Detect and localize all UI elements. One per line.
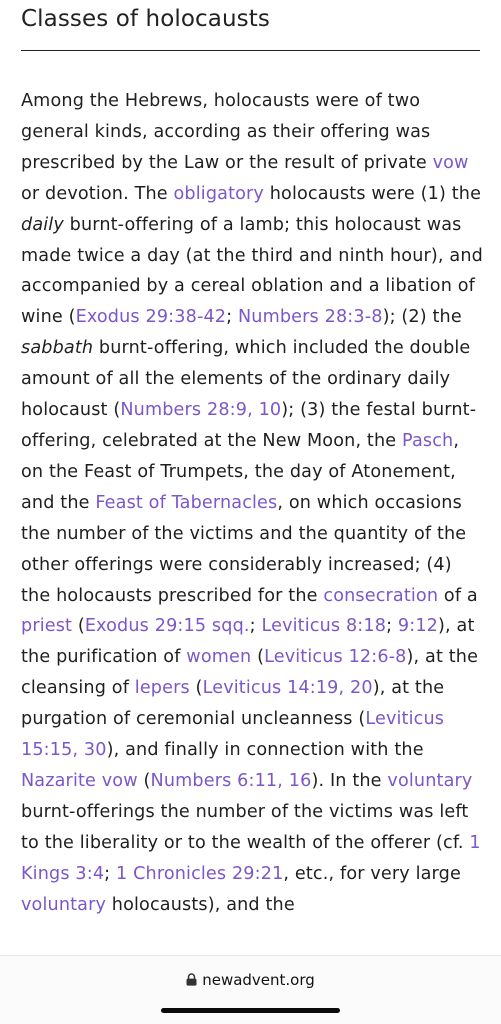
article-link[interactable]: Leviticus 8:18	[261, 616, 387, 637]
emphasized-text: sabbath	[21, 338, 94, 359]
article-text: ), at the cleansing of	[21, 647, 479, 699]
article-link[interactable]: Leviticus 14:19, 20	[202, 678, 373, 699]
browser-address-bar[interactable]	[0, 955, 501, 1024]
article-text: ;	[386, 616, 398, 637]
article-text: Among the Hebrews, holocausts were of two general kinds, according as their offering was prescribed by the Law or the result of private	[21, 91, 433, 173]
article-link[interactable]: Leviticus 15:15, 30	[21, 709, 445, 761]
article-link[interactable]: Nazarite vow	[21, 770, 138, 791]
article-link[interactable]: lepers	[134, 678, 190, 699]
url-display[interactable]	[0, 971, 501, 990]
article-link[interactable]: Numbers 28:3-8	[237, 307, 383, 328]
article-link[interactable]: consecration	[323, 585, 439, 606]
article-link[interactable]: 1 Kings 3:4	[21, 832, 481, 884]
article-text: (	[137, 770, 151, 791]
article-text: ), and finally in connection with the	[106, 740, 424, 761]
article-link[interactable]: obligatory	[173, 183, 264, 204]
article-link[interactable]: Exodus 29:38-42	[75, 307, 227, 328]
article-text: burnt-offerings the number of the victims was left to the liberality or to the wealth of the offerer (cf.	[21, 801, 470, 853]
article-text: (	[72, 616, 85, 637]
article-text: burnt-offering, which included the double amount of all the elements of the ordinary daily holocaust (	[21, 338, 471, 421]
domain-text: newadvent.org	[202, 971, 315, 989]
article-link[interactable]: voluntary	[387, 770, 473, 791]
article-text: ;	[249, 616, 262, 637]
section-title: Classes of holocausts	[21, 6, 270, 32]
article-link[interactable]: voluntary	[21, 894, 107, 915]
article-text: ), at the purification of	[21, 616, 475, 668]
article-link[interactable]: Exodus 29:15 sqq.	[84, 616, 250, 637]
article-paragraph	[21, 86, 483, 920]
article-text: , on which occasions the number of the victims and the quantity of the other offerings were considerably increased; (4) the holocausts prescribed for the	[21, 492, 467, 606]
lock-icon	[186, 972, 197, 990]
article-link[interactable]: Numbers 6:11, 16	[150, 770, 312, 791]
article-text: of a	[438, 585, 478, 606]
article-link[interactable]: priest	[21, 616, 73, 637]
emphasized-text: daily	[21, 214, 64, 235]
article-link[interactable]: Pasch	[402, 430, 454, 451]
article-text: ). In the	[311, 770, 388, 791]
article-link[interactable]: women	[186, 647, 252, 668]
article-text: (	[251, 647, 265, 668]
article-text: (	[189, 678, 203, 699]
title-underline	[21, 50, 480, 51]
article-link[interactable]: Leviticus 12:6-8	[264, 647, 407, 668]
article-text: ), at the purgation of ceremonial uncleanness (	[21, 678, 445, 730]
article-text: burnt-offering of a lamb; this holocaust was made twice a day (at the third and ninth hour), and accompanied by a cereal oblation and a libation of wine (	[21, 214, 483, 328]
article-text: , on the Feast of Trumpets, the day of Atonement, and the	[21, 430, 460, 513]
article-text: ); (2) the	[382, 307, 462, 328]
article-link[interactable]: Numbers 28:9, 10	[120, 400, 282, 421]
article-text: ); (3) the festal burnt-offering, celebrated at the New Moon, the	[21, 400, 477, 451]
article-link[interactable]: vow	[432, 152, 469, 173]
article-text: , etc., for very large	[283, 863, 461, 884]
article-text: holocausts), and the	[106, 894, 295, 915]
article-link[interactable]: 9:12	[397, 616, 439, 637]
article-link[interactable]: Feast of Tabernacles	[95, 492, 278, 513]
article-text: or devotion. The	[21, 183, 174, 204]
article-link[interactable]: 1 Chronicles 29:21	[116, 863, 284, 884]
home-indicator[interactable]	[161, 1008, 340, 1013]
article-text: holocausts were (1) the	[263, 183, 482, 204]
article-text: ;	[104, 863, 116, 884]
article-text: ;	[226, 307, 238, 328]
